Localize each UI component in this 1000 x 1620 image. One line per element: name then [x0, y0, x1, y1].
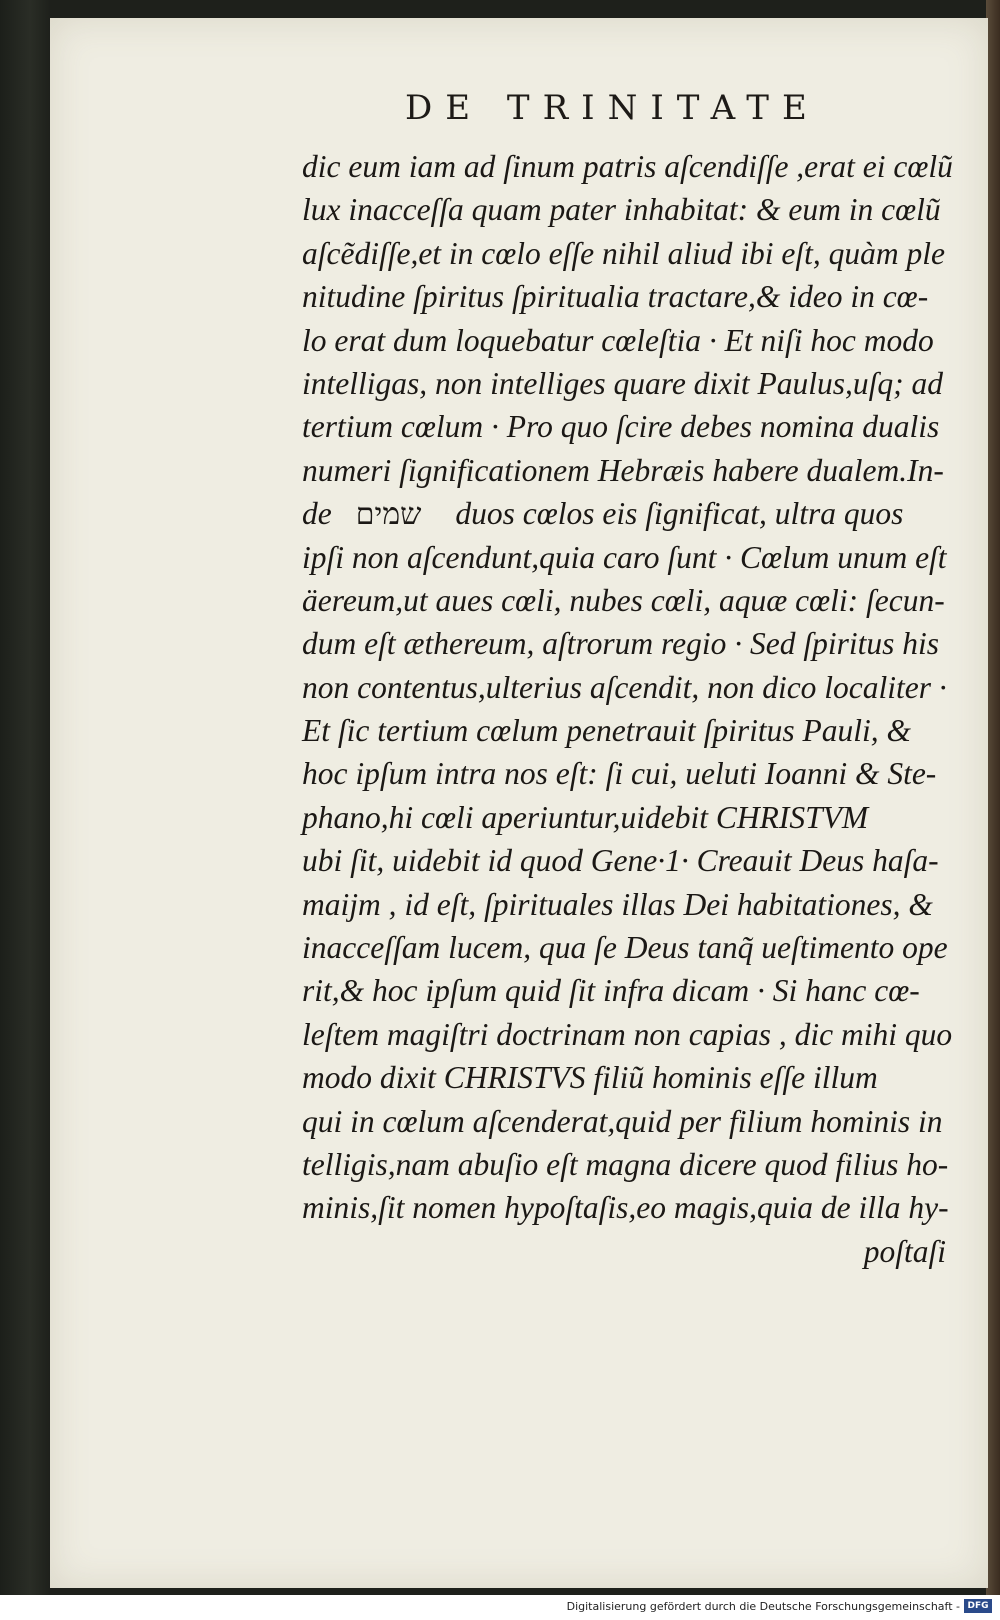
- hebrew-line-after: duos cœlos eis ſignificat, ultra quos: [455, 496, 904, 532]
- hebrew-word: שמים: [355, 497, 422, 533]
- catchword: poſtaſi: [863, 1233, 946, 1269]
- text-line: lo erat dum loquebatur cœleſtia · Et niſi hoc modo: [302, 322, 934, 358]
- hebrew-line-before: de: [302, 496, 332, 532]
- text-line: phano,hi cœli aperiuntur,uidebit CHRISTVM: [302, 799, 869, 835]
- text-line: lux inacceſſa quam pater inhabitat: & eum in cœlũ: [302, 192, 941, 228]
- lines-after-hebrew: [302, 536, 962, 1230]
- running-head: DE TRINITATE: [405, 88, 820, 128]
- dfg-logo: DFG: [964, 1599, 992, 1613]
- text-line: nitudine ſpiritus ſpiritualia tractare,& ideo in cœ-: [302, 279, 929, 315]
- footer-credit: Digitalisierung gefördert durch die Deutsche Forschungsgemeinschaft -: [566, 1600, 960, 1613]
- text-line: numeri ſignificationem Hebræis habere dualem.In-: [302, 452, 944, 488]
- text-line: dum eſt æthereum, aſtrorum regio · Sed ſpiritus his: [302, 626, 939, 662]
- hebrew-line: [302, 492, 962, 535]
- text-line: non contentus,ulterius aſcendit, non dico localiter ·: [302, 669, 947, 705]
- text-line: äereum,ut aues cœli, nubes cœli, aquæ cœli: ſecun-: [302, 582, 945, 618]
- text-line: rit,& hoc ipſum quid ſit infra dicam · Si hanc cœ-: [302, 973, 920, 1009]
- text-line: ipſi non aſcendunt,quia caro ſunt · Cœlum unum eſt: [302, 539, 947, 575]
- text-line: inacceſſam lucem, qua ſe Deus tanq̃ ueſtimento ope: [302, 930, 948, 966]
- lines-before-hebrew: [302, 145, 962, 492]
- text-line: modo dixit CHRISTVS filiũ hominis eſſe illum: [302, 1060, 878, 1096]
- text-line: Et ſic tertium cœlum penetrauit ſpiritus Pauli, &: [302, 713, 911, 749]
- text-line: telligis,nam abuſio eſt magna dicere quod filius ho-: [302, 1146, 949, 1182]
- book-edge: [986, 0, 1000, 1595]
- text-line: maijm , id eſt, ſpirituales illas Dei habitationes, &: [302, 886, 933, 922]
- text-block: [302, 145, 962, 1273]
- text-line: ubi ſit, uidebit id quod Gene·1· Creauit Deus haſa-: [302, 843, 939, 879]
- text-line: dic eum iam ad ſinum patris aſcendiſſe ,erat ei cœlũ: [302, 149, 953, 184]
- text-line: tertium cœlum · Pro quo ſcire debes nomina dualis: [302, 409, 940, 445]
- text-line: qui in cœlum aſcenderat,quid per filium hominis in: [302, 1103, 943, 1139]
- text-line: aſcẽdiſſe,et in cœlo eſſe nihil aliud ibi eſt, quàm ple: [302, 235, 945, 271]
- text-line: minis,ſit nomen hypoſtaſis,eo magis,quia de illa hy-: [302, 1190, 949, 1226]
- text-line: leſtem magiſtri doctrinam non capias , dic mihi quo: [302, 1016, 953, 1052]
- text-line: hoc ipſum intra nos eſt: ſi cui, ueluti Ioanni & Ste-: [302, 756, 937, 792]
- text-line: intelligas, non intelliges quare dixit Paulus,uſq; ad: [302, 365, 944, 401]
